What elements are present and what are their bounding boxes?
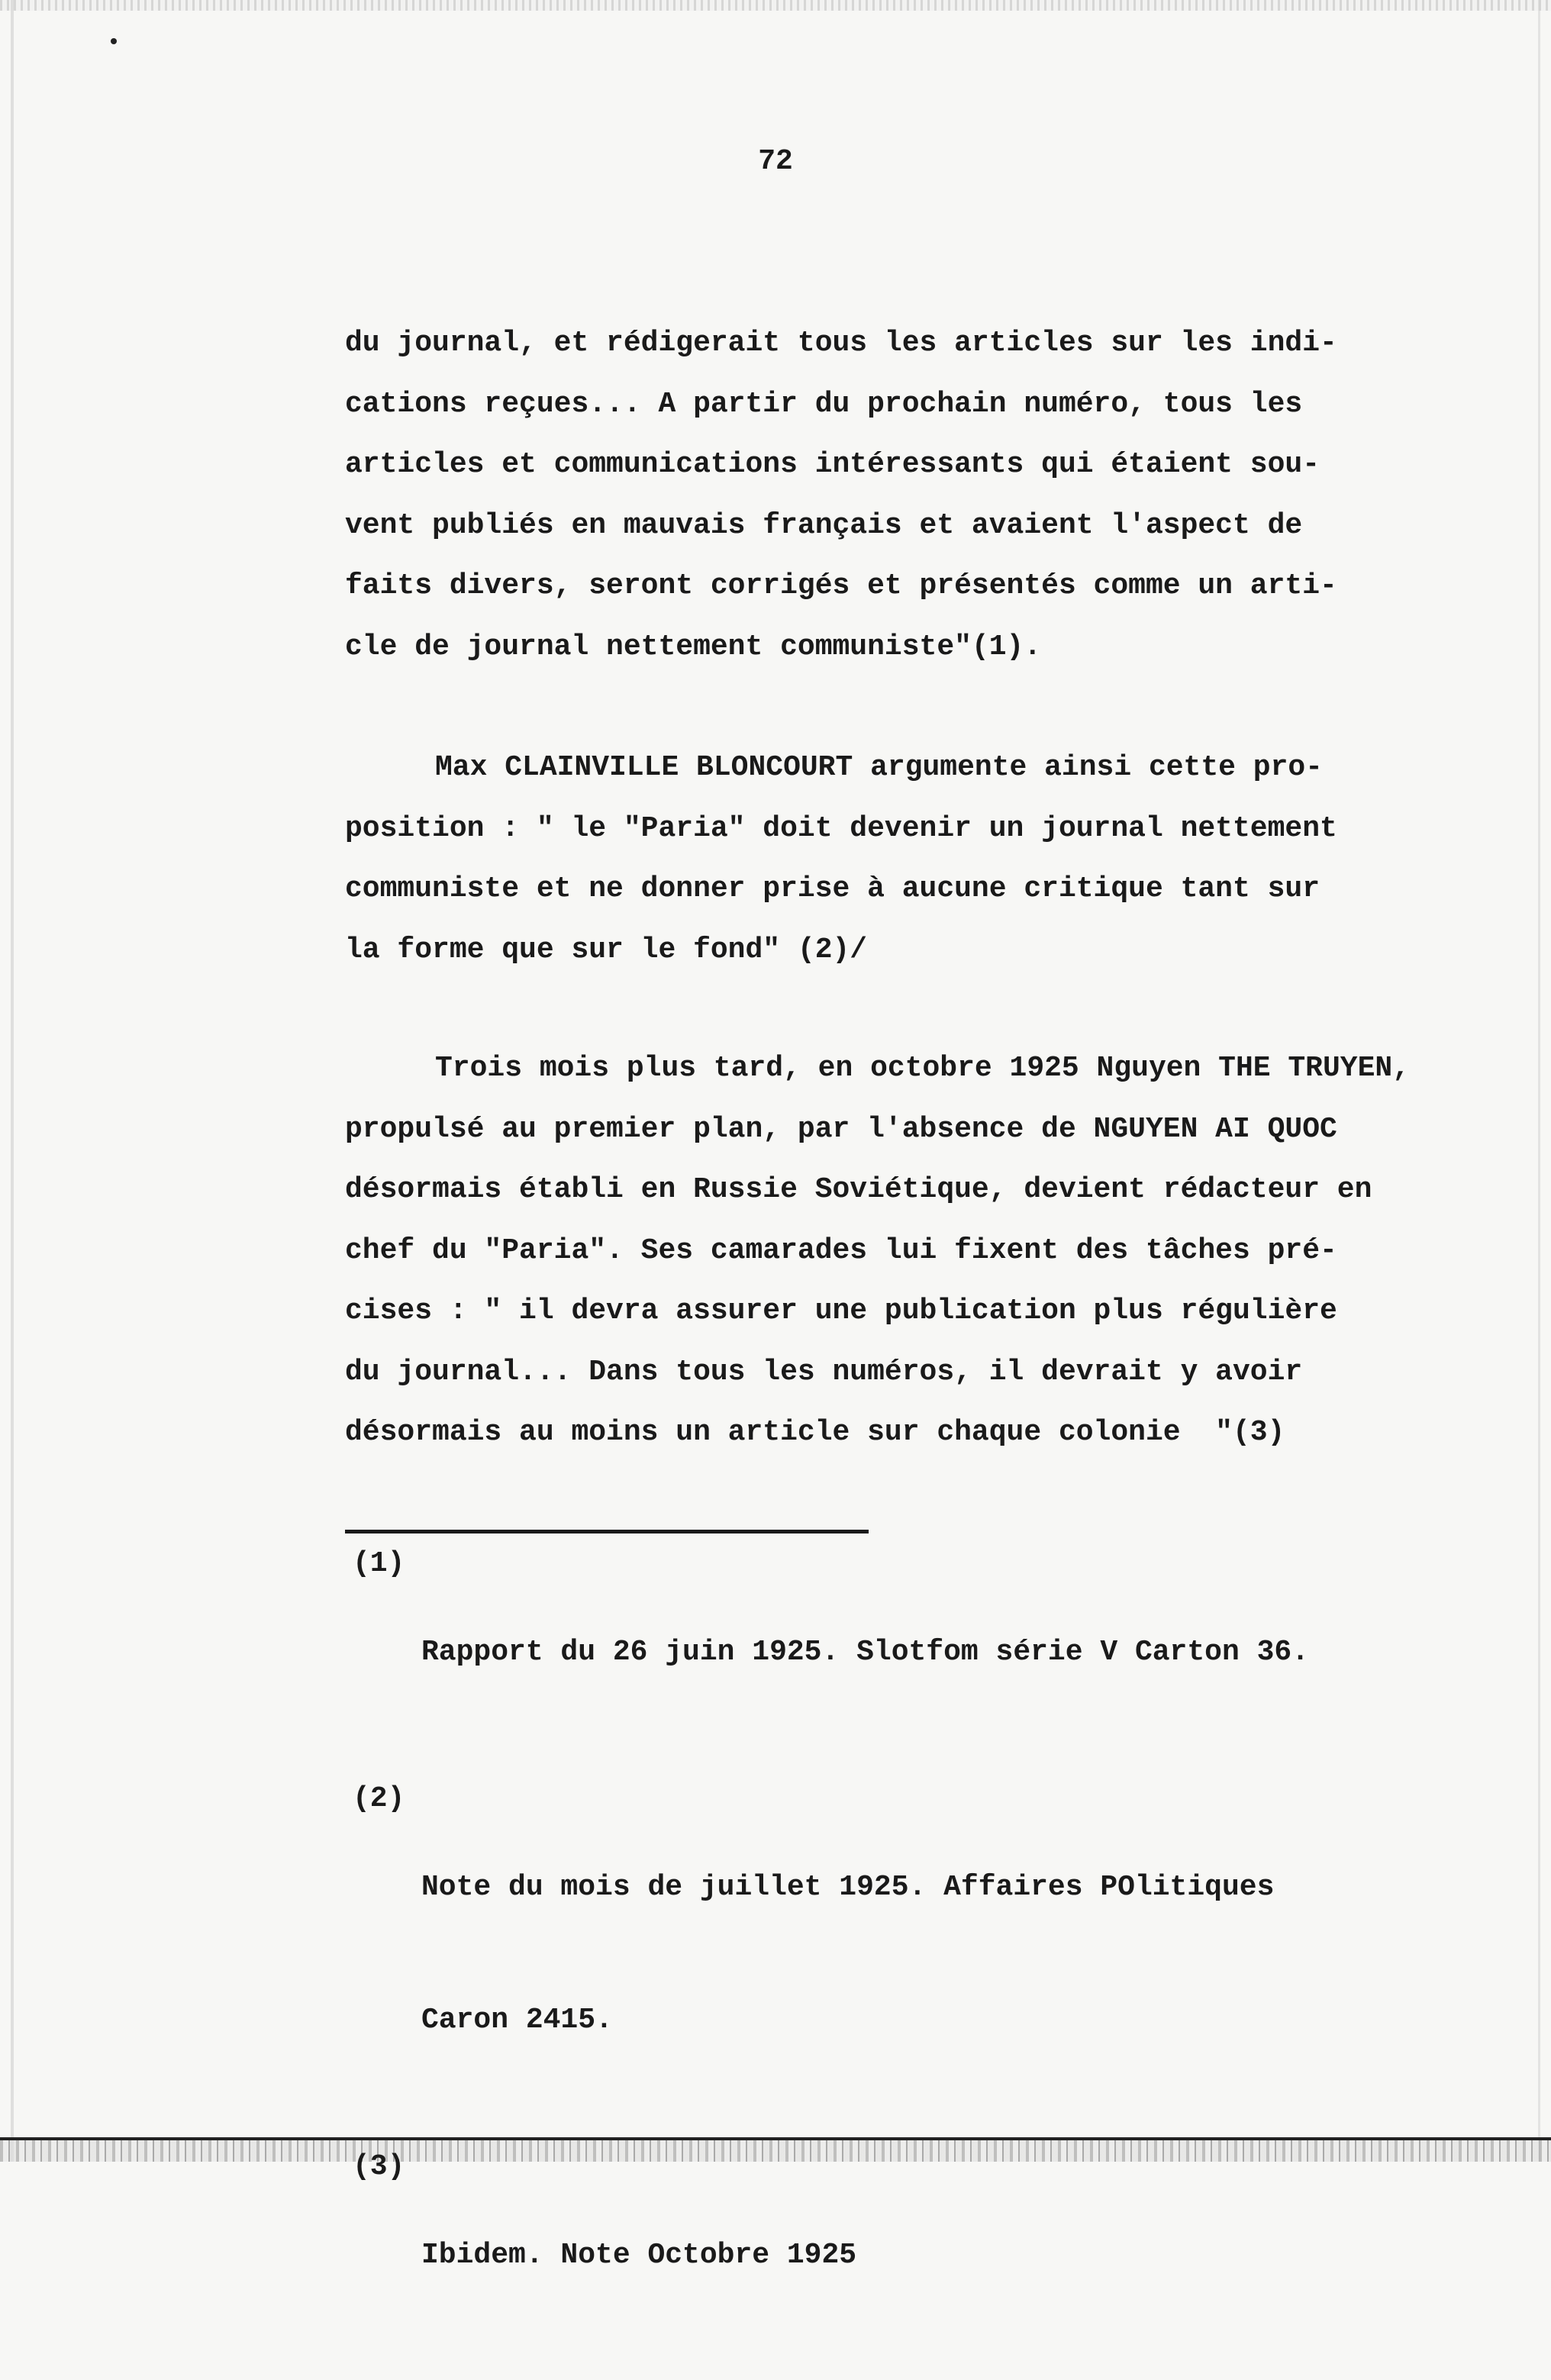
text-line: du journal, et rédigerait tous les articles sur les indi- bbox=[345, 327, 1337, 360]
text-line: cises : " il devra assurer une publication plus régulière bbox=[345, 1295, 1337, 1327]
page-number: 72 bbox=[758, 145, 793, 178]
paragraph-3 bbox=[345, 1038, 1459, 1463]
footnote-number: (1) bbox=[353, 1547, 405, 1580]
footnote-1 bbox=[353, 1542, 1452, 1763]
footnote-text: Ibidem. Note Octobre 1925 bbox=[421, 2239, 857, 2272]
text-line: position : " le "Paria" doit devenir un journal nettement bbox=[345, 811, 1337, 845]
footnote-2 bbox=[353, 1777, 1452, 2131]
text-line: désormais au moins un article sur chaque colonie "(3) bbox=[345, 1416, 1285, 1449]
paragraph-1 bbox=[345, 313, 1459, 677]
text-line: désormais établi en Russie Soviétique, devient rédacteur en bbox=[345, 1173, 1372, 1206]
footnote-divider bbox=[345, 1530, 869, 1533]
scan-edge-right bbox=[1538, 0, 1540, 2162]
scan-edge-top bbox=[0, 0, 1551, 11]
text-line: cations reçues... A partir du prochain numéro, tous les bbox=[345, 387, 1303, 421]
text-line: chef du "Paria". Ses camarades lui fixent des tâches pré- bbox=[345, 1234, 1337, 1267]
text-line: communiste et ne donner prise à aucune critique tant sur bbox=[345, 872, 1320, 905]
text-line: Max CLAINVILLE BLONCOURT argumente ainsi cette pro- bbox=[435, 751, 1323, 784]
footnote-number: (3) bbox=[353, 2150, 405, 2183]
text-line: cle de journal nettement communiste"(1). bbox=[345, 630, 1042, 663]
footnote-text: Rapport du 26 juin 1925. Slotfom série V Carton 36. bbox=[421, 1636, 1309, 1669]
footnotes bbox=[353, 1542, 1452, 2380]
text-line: du journal... Dans tous les numéros, il devrait y avoir bbox=[345, 1355, 1303, 1388]
ink-dot bbox=[111, 38, 117, 44]
text-line: Trois mois plus tard, en octobre 1925 Nguyen THE TRUYEN, bbox=[435, 1052, 1411, 1085]
footnote-text: Caron 2415. bbox=[421, 2004, 613, 2037]
footnote-text: Note du mois de juillet 1925. Affaires POlitiques bbox=[421, 1871, 1275, 1904]
text-line: la forme que sur le fond" (2)/ bbox=[345, 933, 868, 966]
text-line: vent publiés en mauvais français et avaient l'aspect de bbox=[345, 508, 1303, 542]
text-line: propulsé au premier plan, par l'absence de NGUYEN AI QUOC bbox=[345, 1112, 1337, 1146]
text-line: faits divers, seront corrigés et présentés comme un arti- bbox=[345, 569, 1337, 602]
footnote-number: (2) bbox=[353, 1782, 405, 1815]
paragraph-2 bbox=[345, 737, 1459, 980]
scan-edge-left bbox=[11, 0, 14, 2162]
text-line: articles et communications intéressants qui étaient sou- bbox=[345, 448, 1320, 481]
footnote-3 bbox=[353, 2145, 1452, 2366]
